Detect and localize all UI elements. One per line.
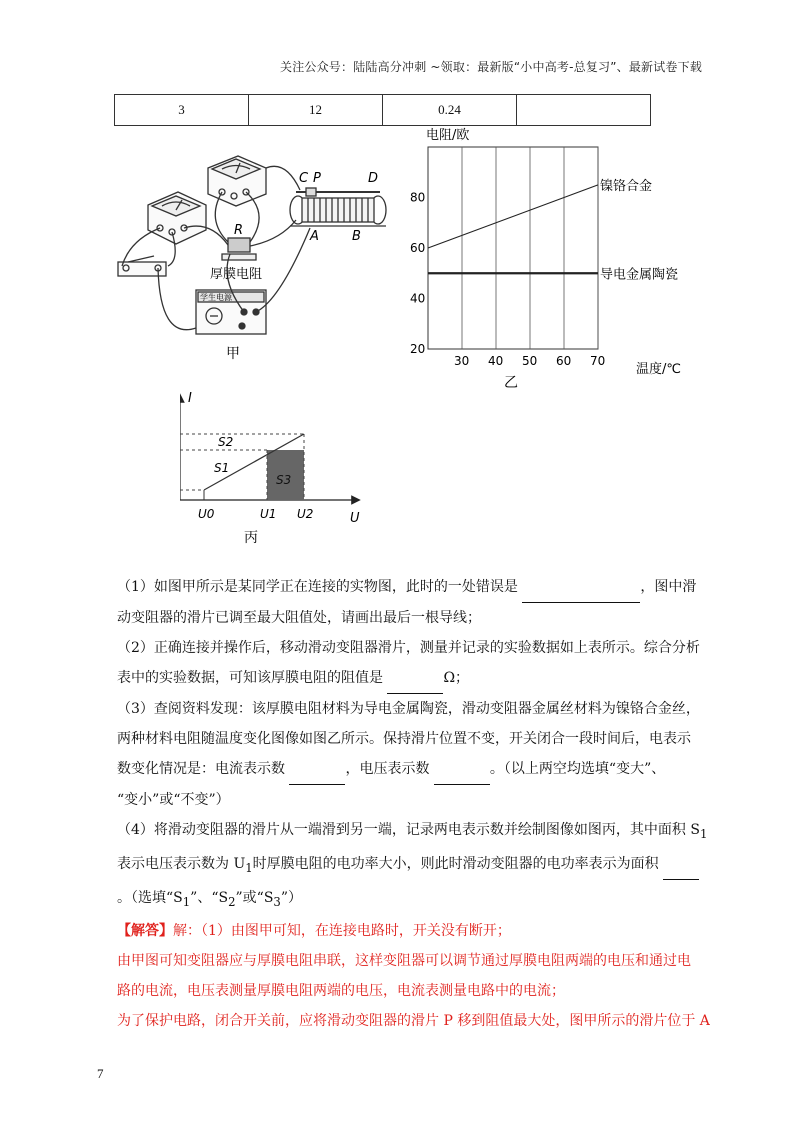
- q3-line1: （3）查阅资料发现：该厚膜电阻材料为导电金属陶瓷，滑动变阻器金属丝材料为镍铬合金丝，: [117, 701, 700, 717]
- chart-yi-y-tick: 60: [410, 241, 426, 255]
- label-b: B: [352, 229, 361, 244]
- chart-bing: [180, 392, 370, 552]
- circuit-figure-jia: [110, 150, 400, 370]
- q4-text-m1: ”、“S: [190, 889, 229, 906]
- chart-yi-x-tick: 50: [522, 354, 538, 368]
- table-cell: 12: [249, 95, 383, 126]
- q4-sub-b: 1: [245, 860, 253, 875]
- chart-yi-x-tick: 70: [590, 354, 606, 368]
- area-label-s1: S1: [214, 461, 230, 475]
- table-cell: 3: [115, 95, 249, 126]
- answer-tag: 【解答】: [117, 923, 173, 940]
- q1-text-b: ，图中滑: [640, 579, 697, 595]
- chart-yi-caption: 乙: [504, 375, 518, 391]
- chart-yi-ylabel: 电阻/欧: [426, 128, 470, 143]
- tick-u1: U1: [260, 507, 277, 521]
- q3-line2: 两种材料电阻随温度变化图像如图乙所示。保持滑片位置不变，开关闭合一段时间后，电表示: [117, 731, 691, 747]
- q3-line4: “变小”或“不变”）: [117, 792, 230, 808]
- q2-unit: Ω；: [443, 670, 470, 686]
- chart-yi-x-tick: 60: [556, 354, 572, 368]
- q2-text-b: 表中的实验数据，可知该厚膜电阻的阻值是: [117, 670, 383, 686]
- page-header: 关注公众号：陆陆高分冲刺 ~领取：最新版“小中高考-总复习”、最新试卷下载: [280, 60, 703, 74]
- q1-line1: [117, 572, 717, 603]
- tick-u2: U2: [297, 507, 314, 521]
- q1-blank: [522, 572, 640, 603]
- chart-bing-ylabel: I: [188, 392, 192, 406]
- q2-blank: [387, 663, 443, 694]
- q4-sub-s3: 3: [273, 894, 281, 909]
- q4-blank: [663, 849, 699, 880]
- answer-text-1: 解：（1）由图甲可知，在连接电路时，开关没有断开；: [173, 923, 511, 940]
- q3-blank-1: [289, 754, 345, 785]
- q4-text-end: ”）: [280, 889, 302, 906]
- data-table: [114, 94, 651, 126]
- q4-sub-s1: 1: [182, 894, 191, 909]
- q3-line3: [117, 754, 717, 785]
- label-r: R: [234, 223, 244, 238]
- q1-text-a: （1）如图甲所示是某同学正在连接的实物图，此时的一处错误是: [117, 579, 518, 595]
- chart-bing-xlabel: U: [350, 511, 360, 526]
- q3-text-c3: 。（以上两空均选填“变大”、: [489, 761, 666, 777]
- table-row: [115, 95, 651, 126]
- label-c: C: [299, 171, 309, 186]
- label-a: A: [310, 229, 319, 244]
- q3-blank-2: [434, 754, 490, 785]
- q2-line1: （2）正确连接并操作后，移动滑动变阻器滑片，测量并记录的实验数据如上表所示。综合分析: [117, 640, 700, 656]
- area-label-s3: S3: [276, 473, 292, 487]
- resistor-label: 厚膜电阻: [210, 267, 263, 282]
- chart-yi-series-label: 镍铬合金: [600, 178, 653, 194]
- chart-yi-y-tick: 40: [410, 291, 426, 306]
- q4-text-b2: 时厚膜电阻的电功率大小，则此时滑动变阻器的电功率表示为面积: [252, 855, 659, 872]
- label-d: D: [368, 171, 379, 186]
- q4-line1: [117, 815, 717, 849]
- chart-yi-xlabel: 温度/℃: [636, 362, 681, 377]
- answer-line2: 由甲图可知变阻器应与厚膜电阻串联，这样变阻器可以调节通过厚膜电阻两端的电压和通过电: [117, 953, 691, 970]
- page-number: 7: [97, 1066, 104, 1081]
- q4-line3: [117, 883, 717, 917]
- chart-yi-y-tick: 80: [410, 190, 426, 205]
- question-text: [117, 572, 717, 1036]
- chart-yi-series-line: [428, 185, 598, 248]
- q4-sub-s2: 2: [228, 894, 236, 909]
- q4-text-c: 。（选填“S: [117, 889, 183, 906]
- q4-text-b1: 表示电压表示数为 U: [117, 855, 246, 872]
- answer-line1: [117, 916, 717, 946]
- chart-yi-x-tick: 40: [488, 354, 504, 368]
- area-label-s2: S2: [218, 435, 234, 449]
- q4-text-m2: ”或“S: [235, 889, 274, 906]
- tick-u0: U0: [198, 507, 215, 521]
- answer-line3: 路的电流，电压表测量厚膜电阻两端的电压，电流表测量电路中的电流；: [117, 983, 565, 1000]
- q4-line2: [117, 849, 717, 883]
- caption-jia: 甲: [226, 346, 240, 362]
- q4-sub-a: 1: [699, 826, 708, 841]
- chart-bing-caption: 丙: [244, 530, 258, 546]
- q3-text-c2: ，电压表示数: [345, 761, 430, 777]
- q3-text-c1: 数变化情况是：电流表示数: [117, 761, 285, 777]
- answer-line4: 为了保护电路，闭合开关前，应将滑动变阻器的滑片 P 移到阻值最大处，图甲所示的滑片位于 A: [117, 1013, 710, 1030]
- table-cell: [517, 95, 651, 126]
- q4-text-a: （4）将滑动变阻器的滑片从一端滑到另一端，记录两电表示数并绘制图像如图丙，其中面积 S: [117, 822, 700, 838]
- chart-yi-series-label: 导电金属陶瓷: [600, 267, 679, 283]
- chart-yi: [400, 125, 700, 395]
- q2-line2: [117, 663, 717, 694]
- chart-yi-frame: [428, 147, 598, 349]
- table-cell: 0.24: [383, 95, 517, 126]
- q1-line2: 动变阻器的滑片已调至最大阻值处，请画出最后一根导线；: [117, 610, 481, 626]
- chart-yi-x-tick: 30: [454, 354, 470, 368]
- label-p: P: [313, 171, 321, 186]
- chart-yi-y-tick: 20: [410, 342, 426, 356]
- power-supply-label: 学生电源: [200, 293, 232, 302]
